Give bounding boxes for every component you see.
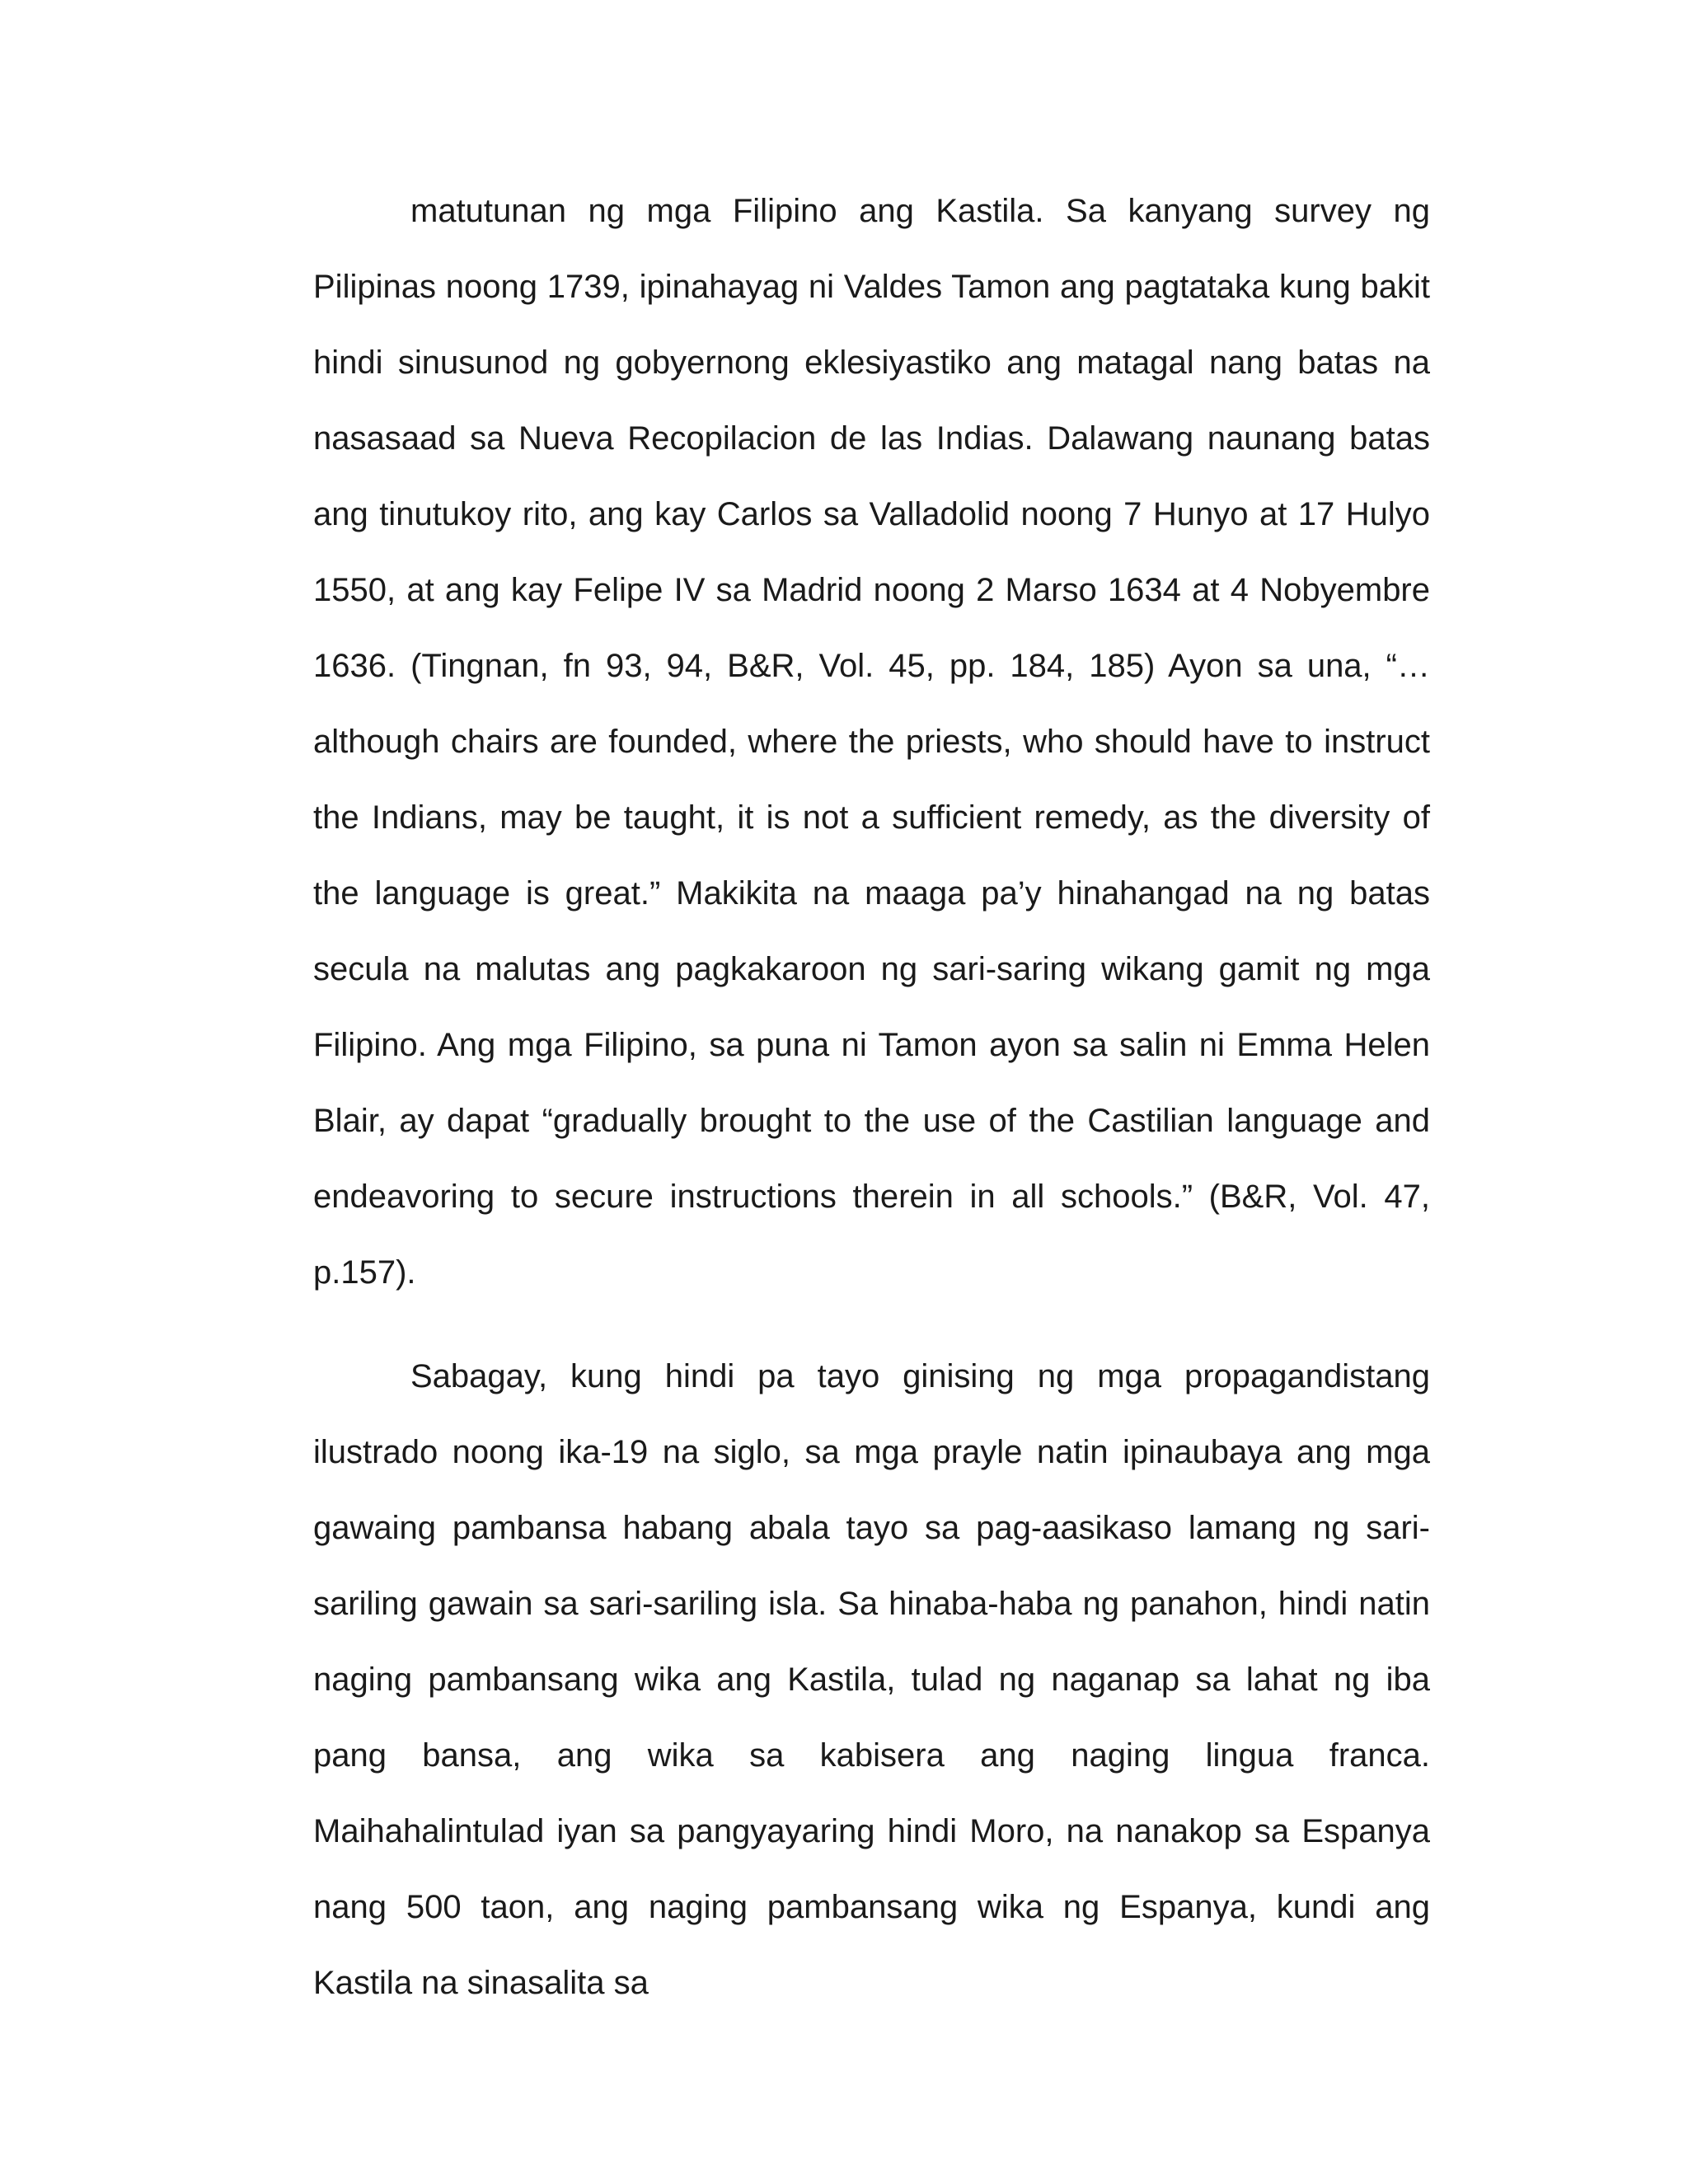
paragraph-2: Sabagay, kung hindi pa tayo ginising ng mga propagandistang ilustrado noong ika-19 na siglo, sa mga prayle natin ipinaubaya ang mga gawaing pambansa habang abala tayo sa pag-aasikaso lamang ng sari-sariling gawain sa sari-sariling isla. Sa hinaba-haba ng panahon, hindi natin naging pambansang wika ang Kastila, tulad ng naganap sa lahat ng iba pang bansa, ang wika sa kabisera ang naging lingua franca. Maihahalintulad iyan sa pangyayaring hindi Moro, na nanakop sa Espanya nang 500 taon, ang naging pambansang wika ng Espanya, kundi ang Kastila na sinasalita sa — [313, 1358, 1430, 2001]
paragraph-2-block — [313, 1338, 1430, 2021]
paragraph-1-block — [313, 173, 1430, 1310]
paragraph-1: matutunan ng mga Filipino ang Kastila. Sa kanyang survey ng Pilipinas noong 1739, ipinahayag ni Valdes Tamon ang pagtataka kung bakit hindi sinusunod ng gobyernong eklesiyastiko ang matagal nang batas na nasasaad sa Nueva Recopilacion de las Indias. Dalawang naunang batas ang tinutukoy rito, ang kay Carlos sa Valladolid noong 7 Hunyo at 17 Hulyo 1550, at ang kay Felipe IV sa Madrid noong 2 Marso 1634 at 4 Nobyembre 1636. (Tingnan, fn 93, 94, B&R, Vol. 45, pp. 184, 185) Ayon sa una, “…although chairs are founded, where the priests, who should have to instruct the Indians, may be taught, it is not a sufficient remedy, as the diversity of the language is great.” Makikita na maaga pa’y hinahangad na ng batas secula na malutas ang pagkakaroon ng sari-saring wikang gamit ng mga Filipino. Ang mga Filipino, sa puna ni Tamon ayon sa salin ni Emma Helen Blair, ay dapat “gradually brought to the use of the Castilian language and endeavoring to secure instructions therein in all schools.” (B&R, Vol. 47, p.157). — [313, 193, 1430, 1291]
